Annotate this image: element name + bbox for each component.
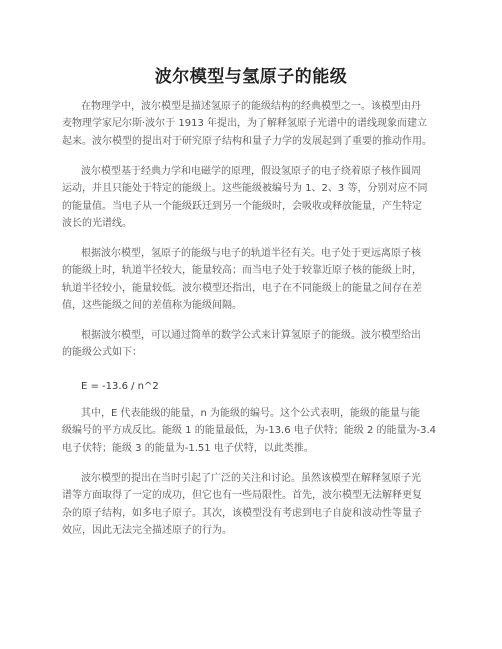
- paragraph-intro: [62, 98, 447, 150]
- paragraph-line: 根据波尔模型，可以通过简单的数学公式来计算氢原子的能级。波尔模型给出: [81, 330, 421, 341]
- document-title: 波尔模型与氢原子的能级: [154, 67, 348, 87]
- paragraph-assumptions: [62, 163, 447, 233]
- paragraph-line: 值，这些能级之间的差值称为能级间隔。: [62, 300, 242, 312]
- paragraph-limitations: [62, 470, 447, 540]
- paragraph-line: 轨道半径较小，能量较低。波尔模型还指出，电子在不同能级上的能量之间存在差: [62, 282, 422, 294]
- paragraph-line: 根据波尔模型，氢原子的能级与电子的轨道半径有关。电子处于更远离原子核: [81, 248, 421, 259]
- paragraph-formula-intro: [62, 327, 447, 362]
- paragraph-line: 起来。波尔模型的提出对于研究原子结构和量子力学的发展起到了重要的推动作用。: [62, 135, 432, 147]
- paragraph-line: 效应，因此无法完全描述原子的行为。: [62, 525, 232, 537]
- energy-formula: E = -13.6 / n^2: [81, 381, 159, 392]
- paragraph-orbit-radius: [62, 245, 447, 315]
- paragraph-line: 在物理学中，波尔模型是描述氢原子的能级结构的经典模型之一。该模型由丹: [81, 101, 421, 112]
- paragraph-line: 的能量值。当电子从一个能级跃迁到另一个能级时，会吸收或释放能量，产生特定: [62, 200, 422, 212]
- paragraph-formula-explanation: [62, 405, 447, 457]
- paragraph-line: 谱等方面取得了一定的成功，但它也有一些局限性。首先，波尔模型无法解释更复: [62, 490, 422, 502]
- paragraph-line: 波尔模型的提出在当时引起了广泛的关注和讨论。虽然该模型在解释氢原子光: [81, 473, 421, 484]
- paragraph-line: 其中，E 代表能级的能量，n 为能级的编号。这个公式表明，能级的能量与能: [81, 408, 421, 419]
- paragraph-line: 电子伏特；能级 3 的能量为-1.51 电子伏特，以此类推。: [62, 442, 314, 454]
- paragraph-line: 麦物理学家尼尔斯·波尔于 1913 年提出，为了解释氢原子光谱中的谱线现象而建立: [62, 118, 427, 130]
- paragraph-line: 波尔模型基于经典力学和电磁学的原理，假设氢原子的电子绕着原子核作圆周: [81, 166, 421, 177]
- paragraph-line: 级编号的平方成反比。能级 1 的能量最低，为-13.6 电子伏特；能级 2 的能量为-3.4: [62, 425, 437, 437]
- paragraph-line: 的能级公式如下：: [62, 347, 142, 359]
- paragraph-line: 波长的光谱线。: [62, 218, 132, 230]
- paragraph-line: 的能级上时，轨道半径较大，能量较高；而当电子处于较靠近原子核的能级上时，: [62, 265, 422, 277]
- paragraph-line: 杂的原子结构，如多电子原子。其次，该模型没有考虑到电子自旋和波动性等量子: [62, 507, 422, 519]
- paragraph-line: 运动，并且只能处于特定的能级上。这些能级被编号为 1、2、3 等，分别对应不同: [62, 183, 428, 195]
